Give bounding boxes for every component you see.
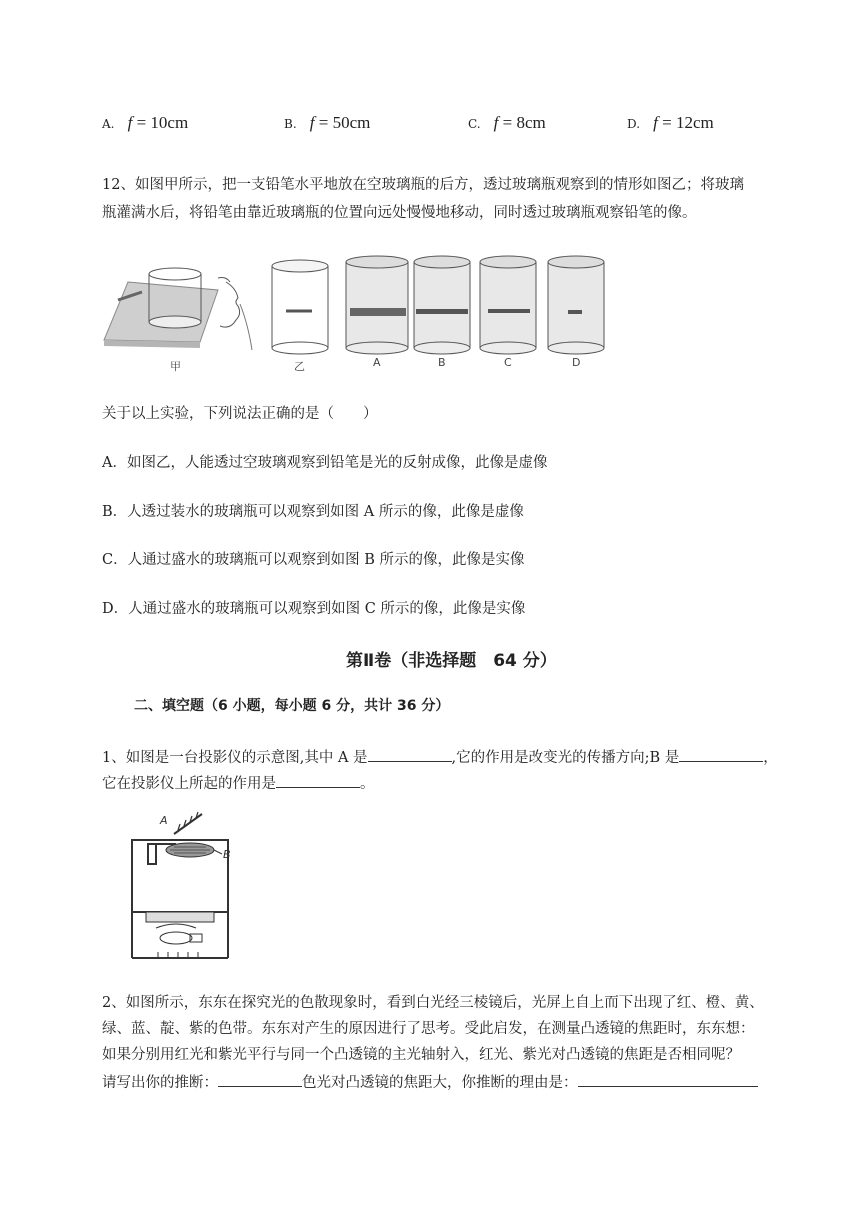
figure-yi bbox=[272, 260, 328, 373]
formula: f = 8cm bbox=[493, 113, 546, 132]
fill1-text-b: ,它的作用是改变光的传播方向;B 是 bbox=[451, 750, 680, 766]
q12-stem-line2: 瓶灌满水后，将铅笔由靠近玻璃瓶的位置向远处慢慢地移动，同时透过玻璃瓶观察铅笔的像。 bbox=[102, 205, 697, 221]
label-a: A bbox=[373, 356, 381, 369]
option-label: A. bbox=[102, 117, 115, 131]
figure-a bbox=[346, 256, 408, 369]
q12-question: 关于以上实验，下列说法正确的是（ ） bbox=[102, 406, 378, 422]
q12-option-a: A．如图乙，人能透过空玻璃观察到铅笔是光的反射成像，此像是虚像 bbox=[102, 455, 548, 471]
label-b: B bbox=[438, 356, 446, 369]
q11-option-b bbox=[284, 113, 370, 133]
formula: f = 50cm bbox=[309, 113, 371, 132]
fill2-line4 bbox=[102, 1070, 758, 1094]
q12-option-c: C．人通过盛水的玻璃瓶可以观察到如图 B 所示的像，此像是实像 bbox=[102, 552, 525, 568]
projector-figure bbox=[128, 808, 238, 966]
formula-var: f bbox=[309, 113, 315, 132]
formula-var: f bbox=[127, 113, 133, 132]
fill2-line2: 绿、蓝、靛、紫的色带。东东对产生的原因进行了思考。受此启发，在测量凸透镜的焦距时，东东想： bbox=[102, 1021, 755, 1037]
label-mirror-a: A bbox=[160, 814, 168, 827]
q12-option-b: B．人透过装水的玻璃瓶可以观察到如图 A 所示的像，此像是虚像 bbox=[102, 504, 524, 520]
fill1-text-a: 1、如图是一台投影仪的示意图,其中 A 是 bbox=[102, 750, 368, 766]
figure-b bbox=[414, 256, 470, 369]
q12-option-d: D．人通过盛水的玻璃瓶可以观察到如图 C 所示的像，此像是实像 bbox=[102, 601, 526, 617]
formula-value: 8cm bbox=[516, 113, 546, 132]
fill2-line3: 如果分别用红光和紫光平行与同一个凸透镜的主光轴射入，红光、紫光对凸透镜的焦距是否相同呢？ bbox=[102, 1047, 740, 1063]
fill1-text-e: 。 bbox=[360, 776, 375, 792]
label-jia: 甲 bbox=[170, 360, 181, 373]
figure-jia bbox=[104, 268, 252, 373]
fill1-line1 bbox=[102, 745, 778, 769]
fill1-text-d: 它在投影仪上所起的作用是 bbox=[102, 776, 276, 792]
answer-blank-b[interactable] bbox=[679, 745, 763, 762]
answer-blank-d[interactable] bbox=[218, 1070, 302, 1087]
label-lens-b: B bbox=[223, 848, 231, 861]
figure-c bbox=[480, 256, 536, 369]
answer-blank-a[interactable] bbox=[368, 745, 452, 762]
fill1-text-c: ， bbox=[763, 750, 778, 766]
q12-figure bbox=[100, 252, 610, 378]
q11-option-c bbox=[468, 113, 546, 133]
formula-var: f bbox=[493, 113, 499, 132]
option-label: C. bbox=[468, 117, 481, 131]
formula-var: f bbox=[653, 113, 658, 132]
formula-value: 50cm bbox=[332, 113, 371, 132]
option-label: D. bbox=[627, 117, 641, 131]
label-yi: 乙 bbox=[294, 360, 305, 373]
section-title: 第Ⅱ卷（非选择题 64 分） bbox=[346, 651, 557, 671]
fill1-line2 bbox=[102, 771, 375, 795]
option-label: B. bbox=[284, 117, 297, 131]
section-subtitle: 二、填空题（6 小题，每小题 6 分，共计 36 分） bbox=[134, 698, 450, 714]
q12-stem-line1: 12、如图甲所示，把一支铅笔水平地放在空玻璃瓶的后方，透过玻璃瓶观察到的情形如图乙；将玻璃 bbox=[102, 177, 744, 193]
figure-d bbox=[548, 256, 604, 369]
label-d: D bbox=[572, 356, 581, 369]
formula-value: 12cm bbox=[675, 113, 714, 132]
formula: f = 12cm bbox=[653, 113, 714, 132]
answer-blank-c[interactable] bbox=[276, 771, 360, 788]
answer-blank-e[interactable] bbox=[578, 1070, 758, 1087]
fill2-line1: 2、如图所示，东东在探究光的色散现象时，看到白光经三棱镜后，光屏上自上而下出现了红、橙、黄、 bbox=[102, 995, 764, 1011]
fill2-text-a: 请写出你的推断： bbox=[102, 1075, 218, 1091]
fill2-text-b: 色光对凸透镜的焦距大，你推断的理由是： bbox=[302, 1075, 578, 1091]
q11-option-a bbox=[102, 113, 188, 133]
formula: f = 10cm bbox=[127, 113, 189, 132]
label-c: C bbox=[504, 356, 512, 369]
formula-value: 10cm bbox=[150, 113, 189, 132]
q11-option-d bbox=[627, 113, 714, 133]
